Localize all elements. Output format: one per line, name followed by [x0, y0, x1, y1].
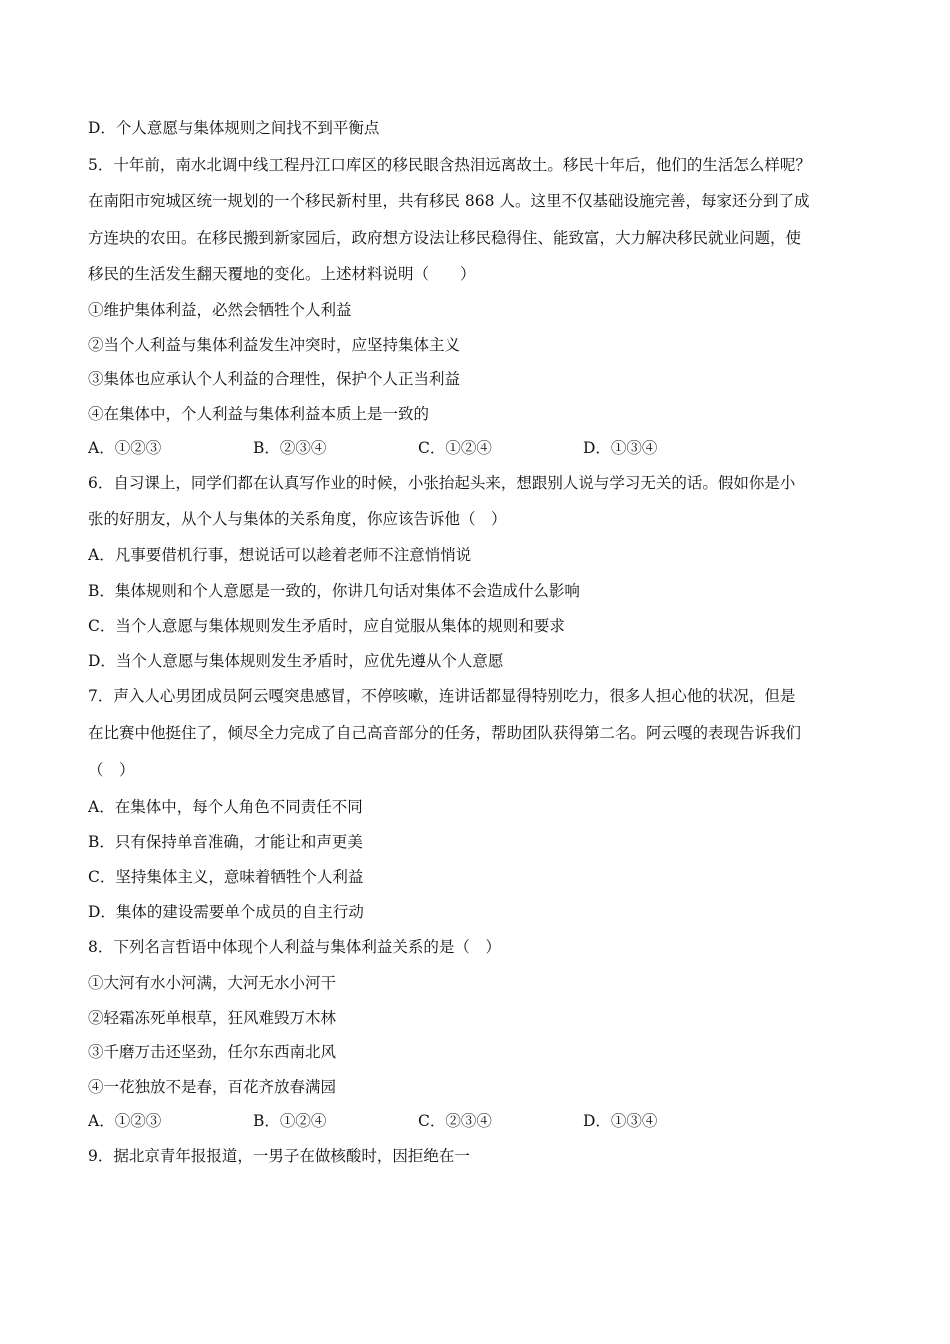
- q5-stem-line: 5．十年前，南水北调中线工程丹江口库区的移民眼含热泪远离故土。移民十年后，他们的生活怎么样呢？: [88, 156, 811, 174]
- q7-option-d: D．集体的建设需要单个成员的自主行动: [88, 903, 364, 921]
- q8-option-c: C．②③④: [418, 1112, 492, 1130]
- q6-option-b: B．集体规则和个人意愿是一致的，你讲几句话对集体不会造成什么影响: [88, 582, 580, 600]
- q5-stem-line: 移民的生活发生翻天覆地的变化。上述材料说明（ ）: [88, 265, 476, 283]
- q5-option-d: D．①③④: [583, 439, 658, 457]
- q5-options: [88, 438, 868, 458]
- q8-statement: ①大河有水小河满，大河无水小河干: [88, 974, 337, 992]
- q8-option-d: D．①③④: [583, 1112, 658, 1130]
- q5-option-b: B．②③④: [253, 439, 327, 457]
- q6-stem-line: 张的好朋友，从个人与集体的关系角度，你应该告诉他（ ）: [88, 510, 507, 528]
- q5-statement: ④在集体中，个人利益与集体利益本质上是一致的: [88, 405, 430, 423]
- q7-option-a: A．在集体中，每个人角色不同责任不同: [88, 798, 363, 816]
- q7-stem-line: （ ）: [88, 761, 135, 779]
- q7-stem-line: 在比赛中他挺住了，倾尽全力完成了自己高音部分的任务，帮助团队获得第二名。阿云嘎的表现告诉我们: [88, 724, 802, 742]
- q5-option-a: A．①②③: [88, 439, 162, 457]
- q5-stem-line: 方连块的农田。在移民搬到新家园后，政府想方设法让移民稳得住、能致富，大力解决移民就业问题，使: [88, 229, 802, 247]
- q5-statement: ③集体也应承认个人利益的合理性，保护个人正当利益: [88, 370, 461, 388]
- q6-option-d: D．当个人意愿与集体规则发生矛盾时，应优先遵从个人意愿: [88, 652, 504, 670]
- q8-statement: ②轻霜冻死单根草，狂风难毁万木林: [88, 1009, 337, 1027]
- q8-option-a: A．①②③: [88, 1112, 162, 1130]
- q7-stem-line: 7．声入人心男团成员阿云嘎突患感冒，不停咳嗽，连讲话都显得特别吃力，很多人担心他的状况，但是: [88, 687, 796, 705]
- q5-option-c: C．①②④: [418, 439, 492, 457]
- q5-statement: ①维护集体利益，必然会牺牲个人利益: [88, 301, 352, 319]
- q7-option-b: B．只有保持单音准确，才能让和声更美: [88, 833, 363, 851]
- q6-stem-line: 6．自习课上，同学们都在认真写作业的时候，小张抬起头来，想跟别人说与学习无关的话。假如你是小: [88, 474, 796, 492]
- q6-option-a: A．凡事要借机行事，想说话可以趁着老师不注意悄悄说: [88, 546, 472, 564]
- q9-stem-line: 9．据北京青年报报道，一男子在做核酸时，因拒绝在一: [88, 1147, 470, 1165]
- q8-stem-line: 8．下列名言哲语中体现个人利益与集体利益关系的是（ ）: [88, 938, 501, 956]
- q6-option-c: C．当个人意愿与集体规则发生矛盾时，应自觉服从集体的规则和要求: [88, 617, 565, 635]
- q7-option-c: C．坚持集体主义，意味着牺牲个人利益: [88, 868, 364, 886]
- q4-option-d: D．个人意愿与集体规则之间找不到平衡点: [88, 119, 380, 137]
- q5-stem-line: 在南阳市宛城区统一规划的一个移民新村里，共有移民 868 人。这里不仅基础设施完善，每家还分到了成: [88, 192, 810, 210]
- q8-statement: ③千磨万击还坚劲，任尔东西南北风: [88, 1043, 337, 1061]
- q8-statement: ④一花独放不是春，百花齐放春满园: [88, 1078, 337, 1096]
- q8-option-b: B．①②④: [253, 1112, 327, 1130]
- q5-statement: ②当个人利益与集体利益发生冲突时，应坚持集体主义: [88, 336, 461, 354]
- q8-options: [88, 1111, 868, 1131]
